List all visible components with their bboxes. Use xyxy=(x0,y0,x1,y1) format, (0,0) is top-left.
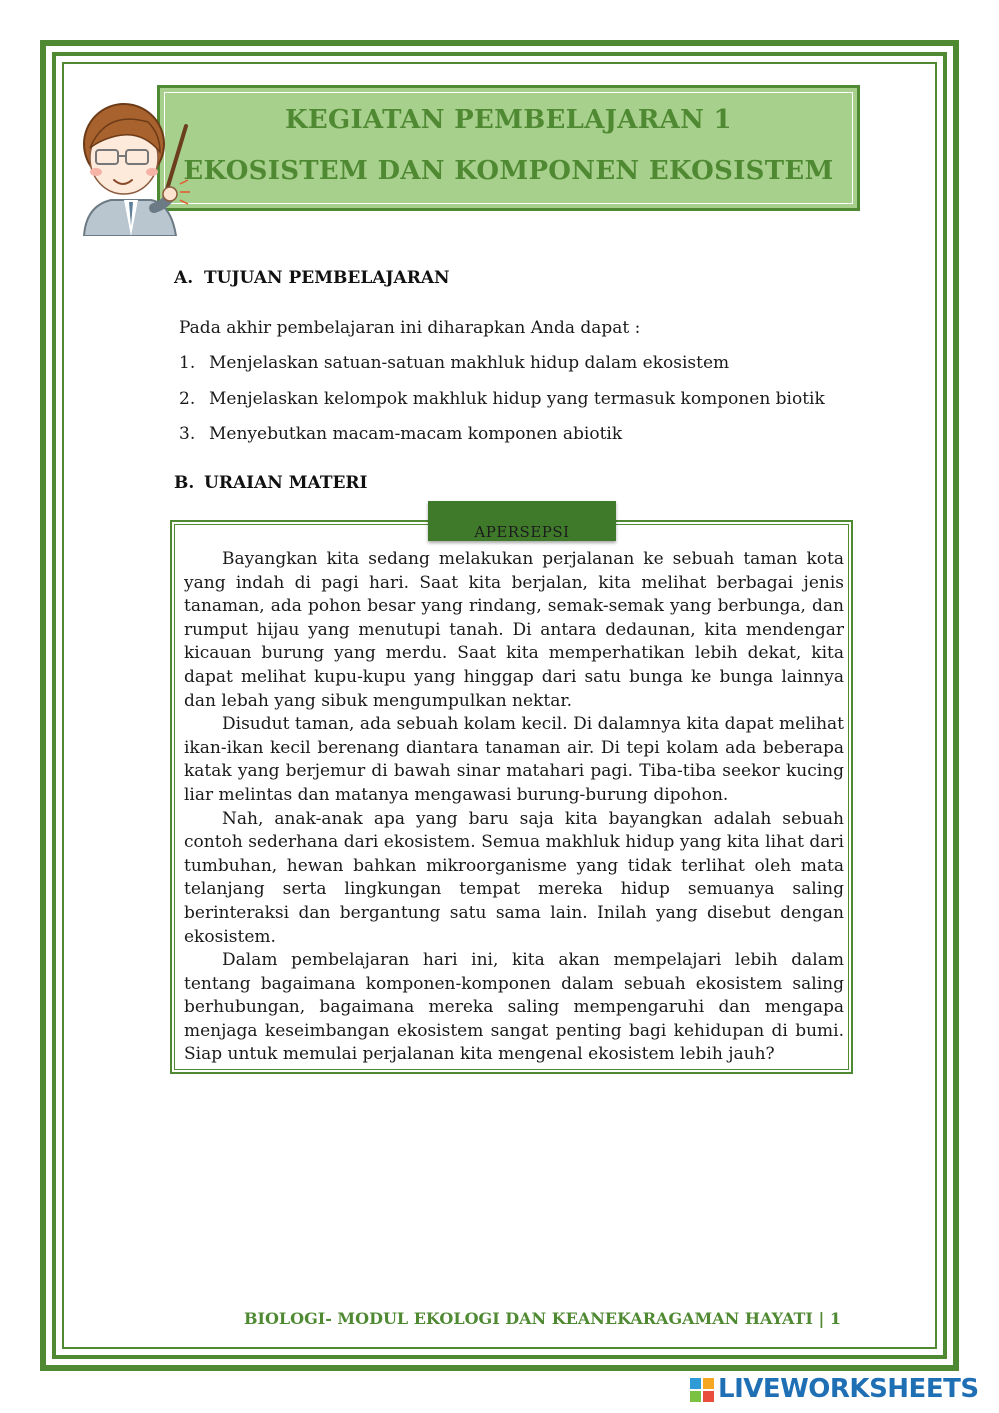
paragraph: Dalam pembelajaran hari ini, kita akan mempelajari lebih dalam tentang bagaimana komponen-komponen dalam sebuah ekosistem saling berhubungan, bagaimana mereka saling mempengaruhi dan mengapa menjaga keseimbangan ekosistem sangat penting bagi kehidupan di bumi. Siap untuk memulai perjalanan kita mengenal ekosistem lebih jauh? xyxy=(184,950,844,1065)
section-b-title: URAIAN MATERI xyxy=(204,473,368,493)
objective-item xyxy=(179,353,729,373)
page-footer: BIOLOGI- MODUL EKOLOGI DAN KEANEKARAGAMAN HAYATI | 1 xyxy=(243,1309,841,1328)
section-a-heading xyxy=(174,268,450,288)
objective-item xyxy=(179,424,622,444)
paragraph: Disudut taman, ada sebuah kolam kecil. Di dalamnya kita dapat melihat ikan-ikan kecil berenang diantara tanaman air. Di tepi kolam ada beberapa katak yang berjemur di bawah sinar matahari pagi. Tiba-tiba seekor kucing liar melintas dan matanya mengawasi burung-burung dipohon. xyxy=(184,714,844,805)
objective-number: 3. xyxy=(179,424,196,444)
apersepsi-tab xyxy=(428,501,616,541)
banner-title-line-1: KEGIATAN PEMBELAJARAN 1 xyxy=(285,105,732,135)
objective-text: Menjelaskan satuan-satuan makhluk hidup dalam ekosistem xyxy=(209,353,730,373)
liveworksheets-wordmark: LIVEWORKSHEETS xyxy=(718,1374,979,1404)
section-a-letter: A. xyxy=(174,268,194,288)
section-b-letter: B. xyxy=(174,473,195,493)
banner-title-line-2: EKOSISTEM DAN KOMPONEN EKOSISTEM xyxy=(183,156,834,186)
section-a-title: TUJUAN PEMBELAJARAN xyxy=(204,268,450,288)
apersepsi-label: APERSEPSI xyxy=(474,523,570,541)
liveworksheets-logo xyxy=(690,1374,990,1404)
section-b-heading xyxy=(174,473,368,493)
objective-item xyxy=(179,389,825,409)
teacher-illustration xyxy=(66,96,196,236)
objective-number: 2. xyxy=(179,389,196,409)
objective-text: Menjelaskan kelompok makhluk hidup yang termasuk komponen biotik xyxy=(209,389,825,409)
objectives-intro: Pada akhir pembelajaran ini diharapkan Anda dapat : xyxy=(179,318,641,338)
objective-text: Menyebutkan macam-macam komponen abiotik xyxy=(209,424,623,444)
paragraph: Bayangkan kita sedang melakukan perjalanan ke sebuah taman kota yang indah di pagi hari. Saat kita berjalan, kita melihat berbagai jenis tanaman, ada pohon besar yang rindang, semak-semak yang berbunga, dan rumput hijau yang menutupi tanah. Di antara dedaunan, kita mendengar kicauan burung yang merdu. Saat kita memperhatikan lebih dekat, kita dapat melihat kupu-kupu yang hinggap dari satu bunga ke bunga lainnya dan lebah yang sibuk mengumpulkan nektar. xyxy=(184,549,844,711)
title-banner xyxy=(157,85,860,211)
liveworksheets-blocks-icon xyxy=(690,1378,714,1402)
objective-number: 1. xyxy=(179,353,196,373)
paragraph: Nah, anak-anak apa yang baru saja kita bayangkan adalah sebuah contoh sederhana dari ekosistem. Semua makhluk hidup yang kita lihat dari tumbuhan, hewan bahkan mikroorganisme yang tidak terlihat oleh mata telanjang serta lingkungan tempat mereka hidup semuanya saling berinteraksi dan bergantung satu sama lain. Inilah yang disebut dengan ekosistem. xyxy=(184,808,844,947)
apersepsi-text xyxy=(184,548,844,1067)
